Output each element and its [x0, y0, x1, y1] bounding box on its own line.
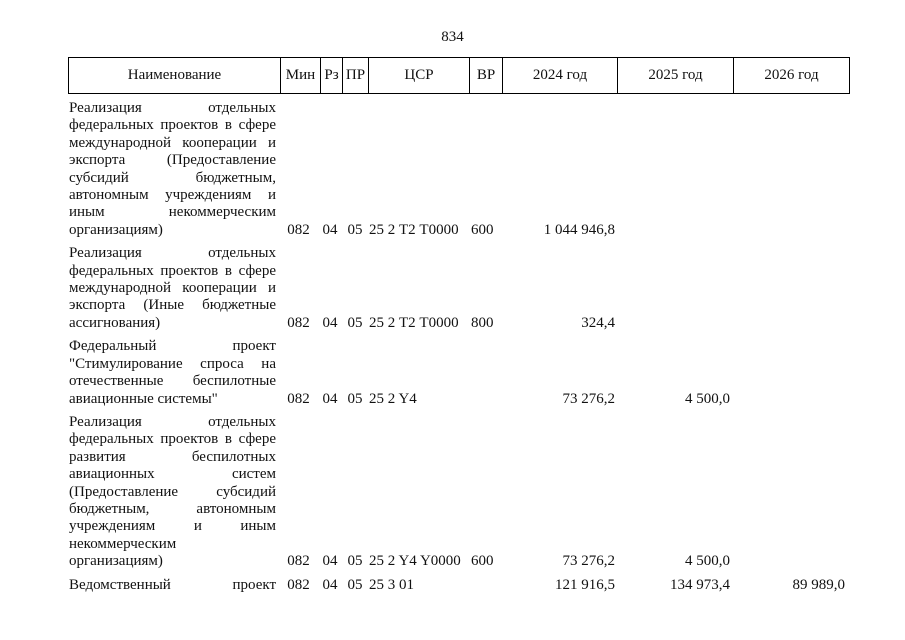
name-line: развития беспилотных	[69, 448, 276, 465]
header-csr: ЦСР	[369, 58, 470, 93]
cell-rz: 04	[322, 221, 338, 238]
header-name: Наименование	[69, 58, 281, 93]
name-line: субсидий бюджетным,	[69, 169, 276, 186]
name-line: ассигнования)	[69, 314, 161, 331]
name-line: учреждениям и иным	[69, 518, 276, 535]
cell-csr: 25 2 Y4	[369, 390, 417, 407]
row-name	[68, 414, 280, 571]
cell-rz: 04	[322, 553, 338, 570]
header-min: Мин	[281, 58, 321, 93]
name-line: иным некоммерческим	[69, 204, 276, 221]
row-name	[68, 100, 280, 239]
row-name	[68, 245, 280, 332]
header-pr: ПР	[343, 58, 369, 93]
header-vr: ВР	[470, 58, 503, 93]
cell-csr: 25 3 01	[369, 576, 414, 593]
cell-min: 082	[287, 314, 310, 331]
cell-rz: 04	[322, 390, 338, 407]
cell-2025: 4 500,0	[685, 390, 730, 407]
name-line: "Стимулирование спроса на	[69, 355, 276, 372]
table-row	[68, 338, 849, 408]
name-line: автономным учреждениям и	[69, 187, 276, 204]
name-line: экспорта (Предоставление	[69, 152, 276, 169]
cell-2025: 4 500,0	[685, 553, 730, 570]
table-row	[68, 414, 849, 571]
cell-pr: 05	[347, 221, 363, 238]
header-2024: 2024 год	[503, 58, 618, 93]
name-line: федеральных проектов в сфере	[69, 431, 276, 448]
name-line: Реализация отдельных	[69, 413, 276, 430]
cell-pr: 05	[347, 390, 363, 407]
name-line: международной кооперации и	[69, 280, 276, 297]
header-2026: 2026 год	[764, 67, 819, 83]
table-header	[68, 57, 850, 94]
row-name	[68, 338, 280, 408]
cell-2024: 73 276,2	[562, 553, 615, 570]
cell-2024: 324,4	[581, 314, 615, 331]
cell-2026: 89 989,0	[792, 576, 845, 593]
name-line: некоммерческим	[69, 535, 177, 552]
header-rz: Рз	[321, 58, 343, 93]
cell-2025: 134 973,4	[670, 576, 730, 593]
cell-min: 082	[287, 390, 310, 407]
cell-min: 082	[287, 553, 310, 570]
name-line: Реализация отдельных	[69, 245, 276, 262]
cell-csr: 25 2 Т2 Т0000	[369, 221, 459, 238]
cell-rz: 04	[322, 576, 338, 593]
cell-2024: 73 276,2	[562, 390, 615, 407]
name-line: авиационные системы"	[69, 390, 218, 407]
name-line: Федеральный проект	[69, 338, 276, 355]
name-line: организациям)	[69, 553, 163, 570]
cell-min: 082	[287, 576, 310, 593]
name-line: экспорта (Иные бюджетные	[69, 297, 276, 314]
cell-pr: 05	[347, 314, 363, 331]
name-line: (Предоставление субсидий	[69, 483, 276, 500]
name-line: международной кооперации и	[69, 134, 276, 151]
table-row	[68, 577, 849, 594]
row-name	[68, 577, 280, 594]
cell-vr: 800	[471, 314, 494, 331]
table-row	[68, 100, 849, 239]
cell-csr: 25 2 Т2 Т0000	[369, 314, 459, 331]
cell-vr: 600	[471, 553, 494, 570]
cell-pr: 05	[347, 553, 363, 570]
page-number: 834	[441, 29, 464, 45]
name-line: федеральных проектов в сфере	[69, 117, 276, 134]
table-body	[68, 100, 849, 600]
cell-pr: 05	[347, 576, 363, 593]
name-line: бюджетным, автономным	[69, 500, 276, 517]
header-2025: 2025 год	[618, 58, 734, 93]
name-line: федеральных проектов в сфере	[69, 262, 276, 279]
cell-2024: 121 916,5	[555, 576, 615, 593]
name-line: Реализация отдельных	[69, 100, 276, 116]
name-line: организациям)	[69, 221, 163, 238]
table-row	[68, 245, 849, 332]
cell-rz: 04	[322, 314, 338, 331]
name-line: авиационных систем	[69, 466, 276, 483]
cell-csr: 25 2 Y4 Y0000	[369, 553, 461, 570]
cell-min: 082	[287, 221, 310, 238]
cell-2024: 1 044 946,8	[543, 221, 615, 238]
name-line: Ведомственный проект	[69, 576, 276, 593]
cell-vr: 600	[471, 221, 494, 238]
name-line: отечественные беспилотные	[69, 373, 276, 390]
